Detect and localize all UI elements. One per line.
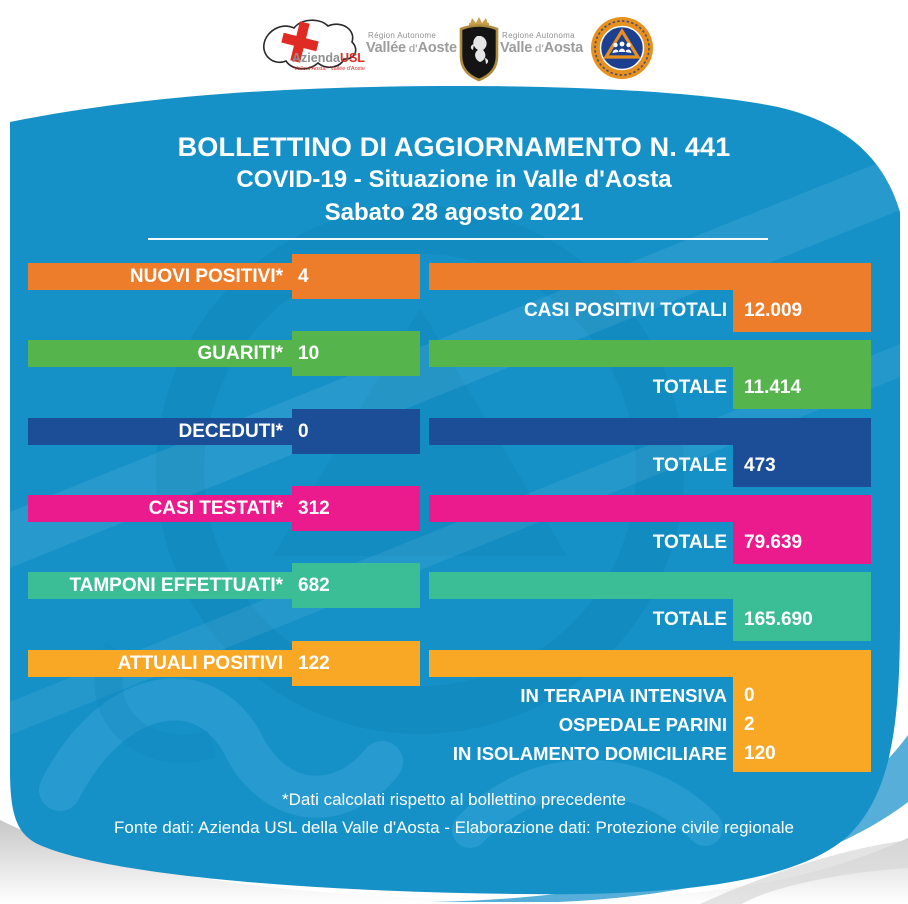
stat-bar <box>429 263 871 290</box>
stat-label: GUARITI* <box>28 340 292 367</box>
stat-bar <box>429 572 871 599</box>
breakdown-values <box>733 677 871 772</box>
stat-bar <box>429 495 871 522</box>
total-label: CASI POSITIVI TOTALI <box>523 300 727 321</box>
protezione-civile-logo <box>590 16 654 80</box>
bulletin-title <box>0 131 908 230</box>
total-label: TOTALE <box>652 532 727 553</box>
total-value: 165.690 <box>733 599 871 641</box>
total-label: TOTALE <box>652 455 727 476</box>
total-value: 11.414 <box>733 367 871 409</box>
stat-bar <box>429 340 871 367</box>
stat-value: 682 <box>292 563 420 608</box>
footnote: *Dati calcolati rispetto al bollettino precedente <box>282 790 626 809</box>
total-value: 12.009 <box>733 290 871 332</box>
azienda-usl-logo <box>254 12 366 84</box>
breakdown-label: IN TERAPIA INTENSIVA <box>520 685 727 706</box>
stat-label: DECEDUTI* <box>28 418 292 445</box>
stat-label: NUOVI POSITIVI* <box>28 263 292 290</box>
total-label: TOTALE <box>652 377 727 398</box>
stat-value: 10 <box>292 331 420 376</box>
usl-subtext: Valle d'Aosta - Vallée d'Aoste <box>294 66 365 72</box>
stat-value: 4 <box>292 254 420 299</box>
valdosta-crest-logo <box>456 14 502 82</box>
stat-label: TAMPONI EFFETTUATI* <box>28 572 292 599</box>
stat-value: 0 <box>292 409 420 454</box>
title-line-2: COVID-19 - Situazione in Valle d'Aosta <box>236 166 672 193</box>
stat-value: 122 <box>292 641 420 686</box>
total-label: TOTALE <box>652 609 727 630</box>
breakdown-value: 2 <box>744 714 755 735</box>
title-separator <box>148 238 768 240</box>
stat-bar <box>429 650 871 677</box>
region-fr-name: Région Autonome Vallée d'Aoste <box>366 31 457 56</box>
stat-label: ATTUALI POSITIVI <box>28 650 292 677</box>
azienda-usl-label: AziendaUSL <box>292 51 365 65</box>
title-line-1: BOLLETTINO DI AGGIORNAMENTO N. 441 <box>177 132 731 162</box>
breakdown-value: 120 <box>744 743 776 764</box>
stat-label: CASI TESTATI* <box>28 495 292 522</box>
data-source: Fonte dati: Azienda USL della Valle d'Aosta - Elaborazione dati: Protezione civile regionale <box>114 818 794 837</box>
region-it-name: Regione Autonoma Valle d'Aosta <box>500 31 583 56</box>
breakdown-value: 0 <box>744 685 755 706</box>
stat-value: 312 <box>292 486 420 531</box>
total-value: 79.639 <box>733 522 871 564</box>
total-value: 473 <box>733 445 871 487</box>
breakdown-labels <box>330 677 727 768</box>
title-line-3: Sabato 28 agosto 2021 <box>324 199 584 226</box>
breakdown-label: OSPEDALE PARINI <box>558 714 727 735</box>
stat-bar <box>429 418 871 445</box>
breakdown-label: IN ISOLAMENTO DOMICILIARE <box>452 743 727 764</box>
